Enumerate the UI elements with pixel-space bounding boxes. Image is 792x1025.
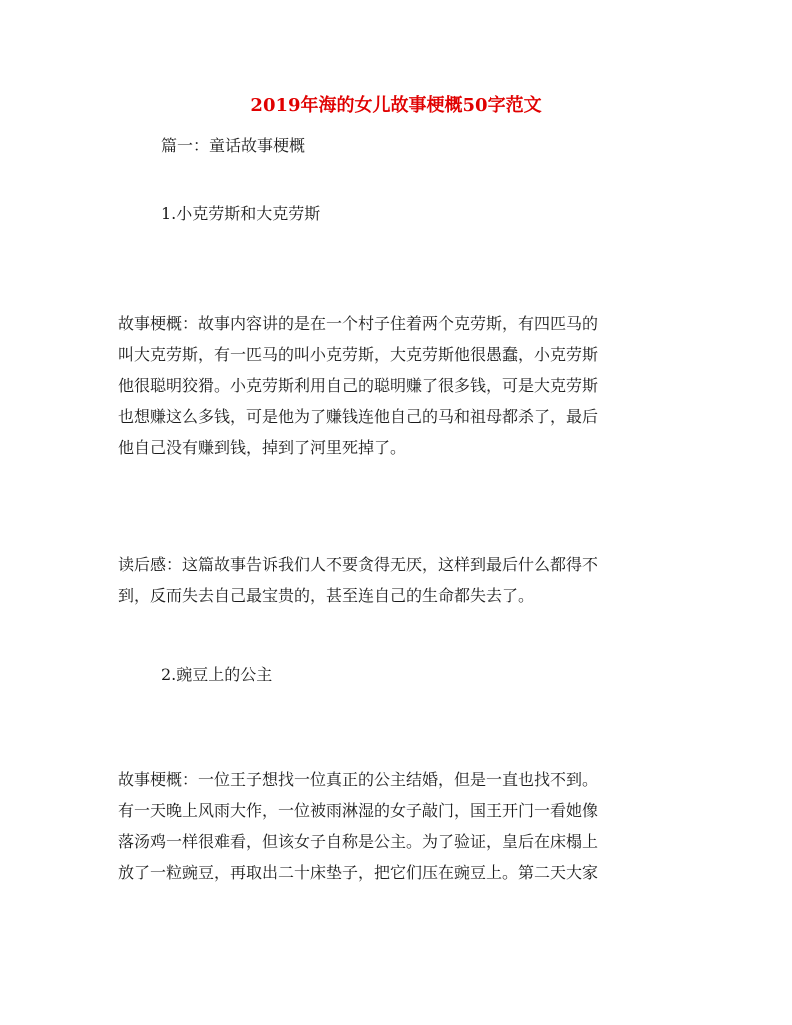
document-title: 2019年海的女儿故事梗概50字范文 <box>250 95 542 116</box>
story2-heading: 2.豌豆上的公主 <box>161 665 273 684</box>
story2-summary-line: 有一天晚上风雨大作，一位被雨淋湿的女子敲门，国王开门一看她像 <box>118 801 599 820</box>
story2-summary-line: 落汤鸡一样很难看，但该女子自称是公主。为了验证，皇后在床榻上 <box>118 832 599 851</box>
story1-review-line: 到，反而失去自己最宝贵的，甚至连自己的生命都失去了。 <box>118 586 535 605</box>
story1-review-line: 读后感：这篇故事告诉我们人不要贪得无厌，这样到最后什么都得不 <box>118 555 599 574</box>
story1-summary-line: 叫大克劳斯，有一匹马的叫小克劳斯，大克劳斯他很愚蠢，小克劳斯 <box>118 345 599 364</box>
story1-summary-line: 故事梗概：故事内容讲的是在一个村子住着两个克劳斯，有四匹马的 <box>118 314 599 333</box>
story1-summary-line: 他很聪明狡猾。小克劳斯利用自己的聪明赚了很多钱，可是大克劳斯 <box>118 376 599 395</box>
story2-summary-line: 放了一粒豌豆，再取出二十床垫子，把它们压在豌豆上。第二天大家 <box>118 863 599 882</box>
section-heading: 篇一：童话故事梗概 <box>161 136 306 155</box>
story1-summary-line: 也想赚这么多钱，可是他为了赚钱连他自己的马和祖母都杀了，最后 <box>118 407 599 426</box>
story1-summary-line: 他自己没有赚到钱，掉到了河里死掉了。 <box>118 438 407 457</box>
story1-heading: 1.小克劳斯和大克劳斯 <box>161 204 321 223</box>
story2-summary-line: 故事梗概：一位王子想找一位真正的公主结婚，但是一直也找不到。 <box>118 770 599 789</box>
